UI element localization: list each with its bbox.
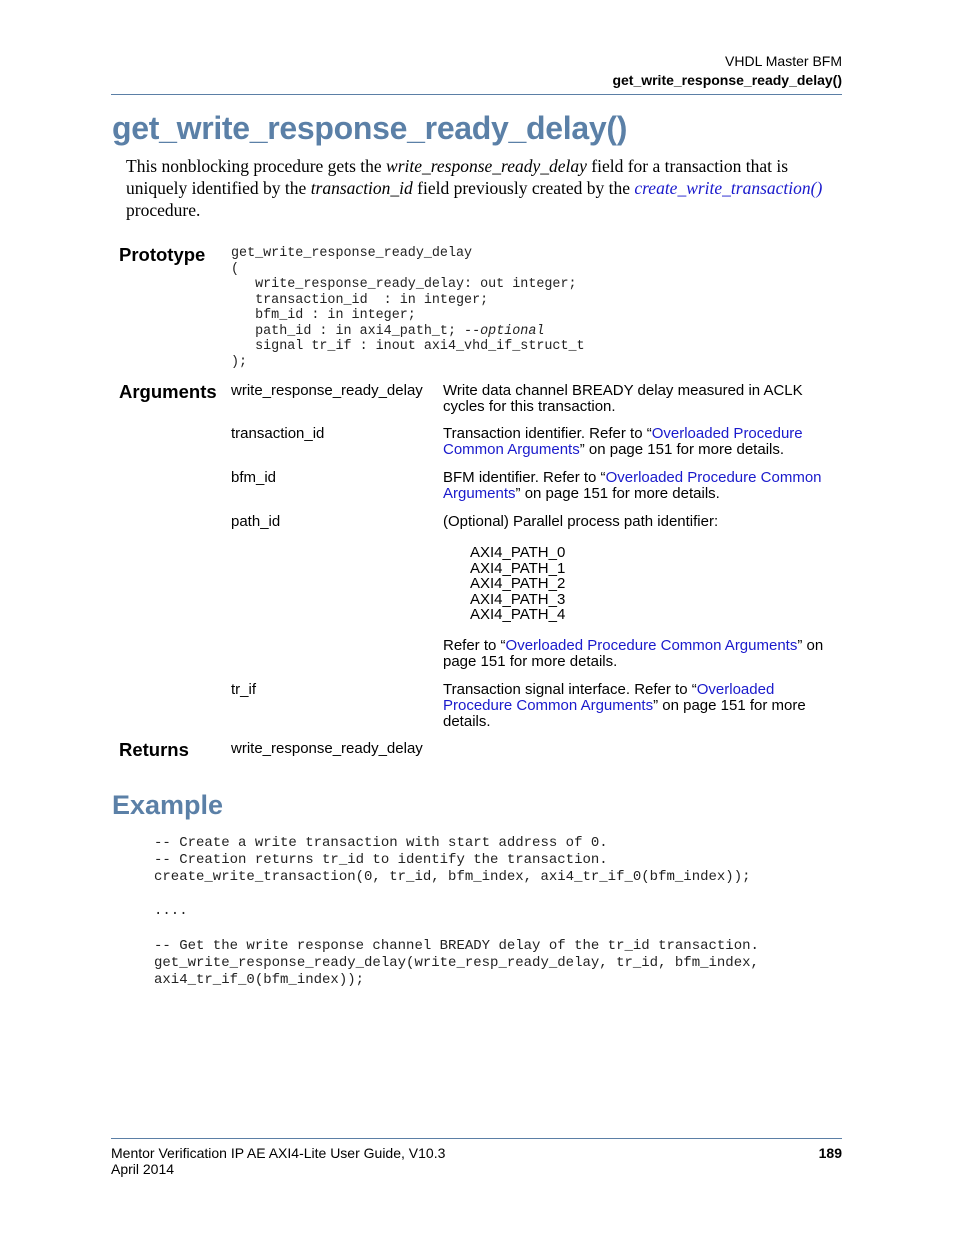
example-code: -- Create a write transaction with start address of 0. -- Creation returns tr_id to identify the transaction. create_write_transaction(0, tr_id, bfm_index, axi4_tr_if_0(bfm_index)); .... -- Get the write response channel BREADY delay of the tr_id transaction. get_write_response_ready_delay(write_resp_ready_delay, tr_id, bfm_index, axi4_tr_if_0(bfm_index)); <box>154 835 759 988</box>
argument-description <box>443 470 843 502</box>
argument-description-text: Transaction identifier. Refer to “ <box>443 425 652 442</box>
intro-text: This nonblocking procedure gets the <box>126 156 387 176</box>
argument-name: tr_if <box>231 681 257 698</box>
overloaded-arguments-link[interactable]: Overloaded Procedure Common Arguments <box>443 425 803 458</box>
path-id-values <box>470 545 565 623</box>
argument-description-text: ” on page 151 for more details. <box>443 697 806 730</box>
intro-text: field previously created by the <box>412 178 635 198</box>
argument-description-text: BFM identifier. Refer to “ <box>443 469 606 486</box>
header-rule <box>111 94 842 95</box>
returns-value: write_response_ready_delay <box>231 740 423 757</box>
footer-guide-title: Mentor Verification IP AE AXI4-Lite User Guide, V10.3 <box>111 1145 446 1161</box>
example-heading: Example <box>112 790 224 820</box>
page-number: 189 <box>818 1145 842 1161</box>
argument-description-text: Transaction signal interface. Refer to “ <box>443 681 697 698</box>
argument-description-text: ” on page 151 for more details. <box>515 485 720 502</box>
intro-field-name: write_response_ready_delay <box>386 156 587 176</box>
returns-label: Returns <box>119 739 189 760</box>
overloaded-arguments-link[interactable]: Overloaded Procedure Common Arguments <box>443 469 822 502</box>
prototype-label: Prototype <box>119 244 206 265</box>
prototype-code-text: get_write_response_ready_delay ( write_response_ready_delay: out integer; transaction_id : in integer; bfm_id : in integer; path_id : in axi4_path_t; <box>231 246 577 339</box>
intro-text: field for a transaction that is uniquely identified by the <box>126 156 789 198</box>
argument-description-text: Refer to “ <box>443 637 506 654</box>
argument-description <box>443 383 843 415</box>
argument-description <box>443 638 843 670</box>
argument-name: write_response_ready_delay <box>231 382 423 399</box>
argument-name: transaction_id <box>231 425 325 442</box>
footer-rule <box>111 1138 842 1139</box>
argument-description <box>443 682 843 730</box>
footer-date: April 2014 <box>111 1161 175 1177</box>
overloaded-arguments-link[interactable]: Overloaded Procedure Common Arguments <box>505 637 798 654</box>
intro-paragraph <box>126 155 846 221</box>
prototype-code <box>231 246 585 370</box>
argument-name: bfm_id <box>231 469 277 486</box>
argument-description: (Optional) Parallel process path identifier: <box>443 513 719 530</box>
argument-description-text: ” on page 151 for more details. <box>579 441 785 458</box>
argument-description <box>443 426 843 458</box>
path-value: AXI4_PATH_4 <box>470 606 566 624</box>
arguments-label: Arguments <box>119 381 217 402</box>
intro-text: procedure. <box>126 200 201 220</box>
prototype-code-text: signal tr_if : inout axi4_vhd_if_struct_t ); <box>231 339 585 370</box>
argument-description-text: ” on page 151 for more details. <box>443 637 824 670</box>
running-header-section: VHDL Master BFM <box>725 53 842 69</box>
argument-name: path_id <box>231 513 281 530</box>
argument-description-text: Write data channel BREADY delay measured in ACLK cycles for this transaction. <box>443 382 803 415</box>
path-value: AXI4_PATH_3 <box>470 590 566 608</box>
page-title: get_write_response_ready_delay() <box>112 110 628 146</box>
create-write-transaction-link[interactable]: create_write_transaction() <box>634 178 823 198</box>
intro-field-name: transaction_id <box>310 178 413 198</box>
overloaded-arguments-link[interactable]: Overloaded Procedure Common Arguments <box>443 681 775 714</box>
running-header-topic: get_write_response_ready_delay() <box>612 72 842 88</box>
path-value: AXI4_PATH_2 <box>470 575 566 593</box>
prototype-optional-comment: --optional <box>464 323 545 339</box>
path-value: AXI4_PATH_1 <box>470 559 566 577</box>
path-value: AXI4_PATH_0 <box>470 544 566 561</box>
